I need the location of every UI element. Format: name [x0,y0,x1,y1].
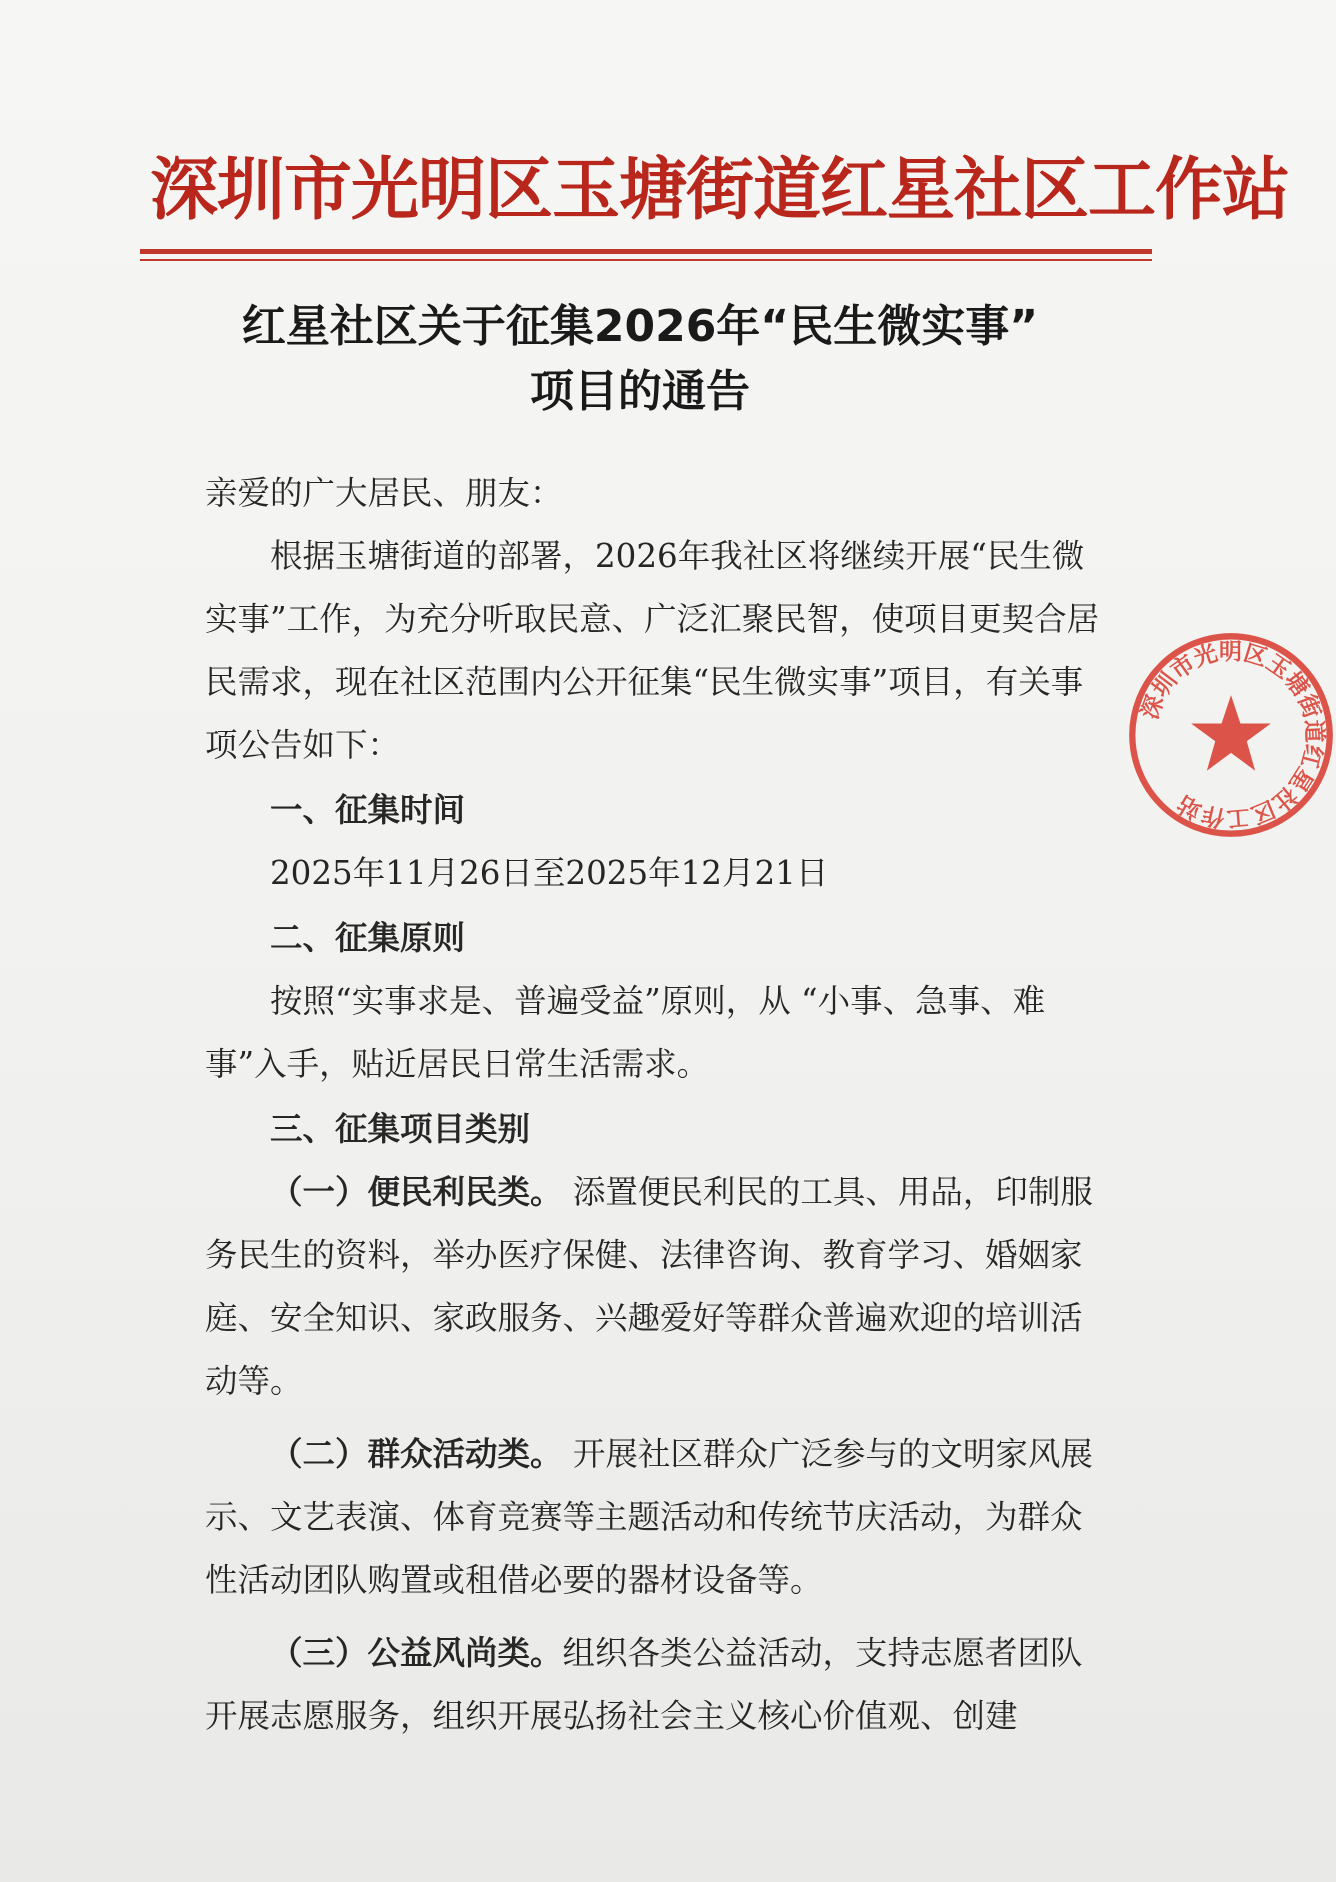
category1-paragraph [205,1161,1110,1413]
category2-text: 开展社区群众广泛参与的文明家风展示、文艺表演、体育竞赛等主题活动和传统节庆活动，为群众性活动团队购置或租借必要的器材设备等。 [205,1435,1093,1599]
seal-text: 深圳市光明区玉塘街道红星社区工作站 [1137,639,1328,832]
section1-heading: 一、征集时间 [270,791,466,829]
notice-title-line2: 项目的通告 [530,366,750,417]
category3-text: 组织各类公益活动，支持志愿者团队开展志愿服务，组织开展弘扬社会主义核心价值观、创建 [205,1634,1083,1735]
category3-title: （三）公益风尚类。 [270,1634,563,1672]
category2-title: （二）群众活动类。 [270,1435,563,1473]
notice-body [205,462,1110,1748]
notice-title-line1: 红星社区关于征集2026年“民生微实事” [241,301,1039,352]
category3-paragraph [205,1622,1110,1748]
letterhead-rule-thick [140,249,1152,254]
section2-heading: 二、征集原则 [270,919,466,957]
official-seal-stamp [1126,630,1336,840]
section3-heading: 三、征集项目类别 [270,1110,531,1148]
salutation: 亲爱的广大居民、朋友： [205,474,563,512]
seal-star-icon [1191,695,1271,771]
category1-title: （一）便民利民类。 [270,1173,563,1211]
section2-text: 按照“实事求是、普遍受益”原则，从 “小事、急事、难事”入手，贴近居民日常生活需求。 [205,982,1046,1083]
letterhead-rule-thin [140,259,1152,261]
letterhead-title: 深圳市光明区玉塘街道红星社区工作站 [150,150,1290,230]
category2-paragraph [205,1423,1110,1612]
category1-text: 添置便民利民的工具、用品，印制服务民生的资料，举办医疗保健、法律咨询、教育学习、婚姻家庭、安全知识、家政服务、兴趣爱好等群众普遍欢迎的培训活动等。 [205,1173,1093,1400]
section1-text: 2025年11月26日至2025年12月21日 [270,854,829,892]
intro-paragraph: 根据玉塘街道的部署，2026年我社区将继续开展“民生微实事”工作，为充分听取民意、广泛汇聚民智，使项目更契合居民需求，现在社区范围内公开征集“民生微实事”项目，有关事项公告如下： [205,537,1100,764]
